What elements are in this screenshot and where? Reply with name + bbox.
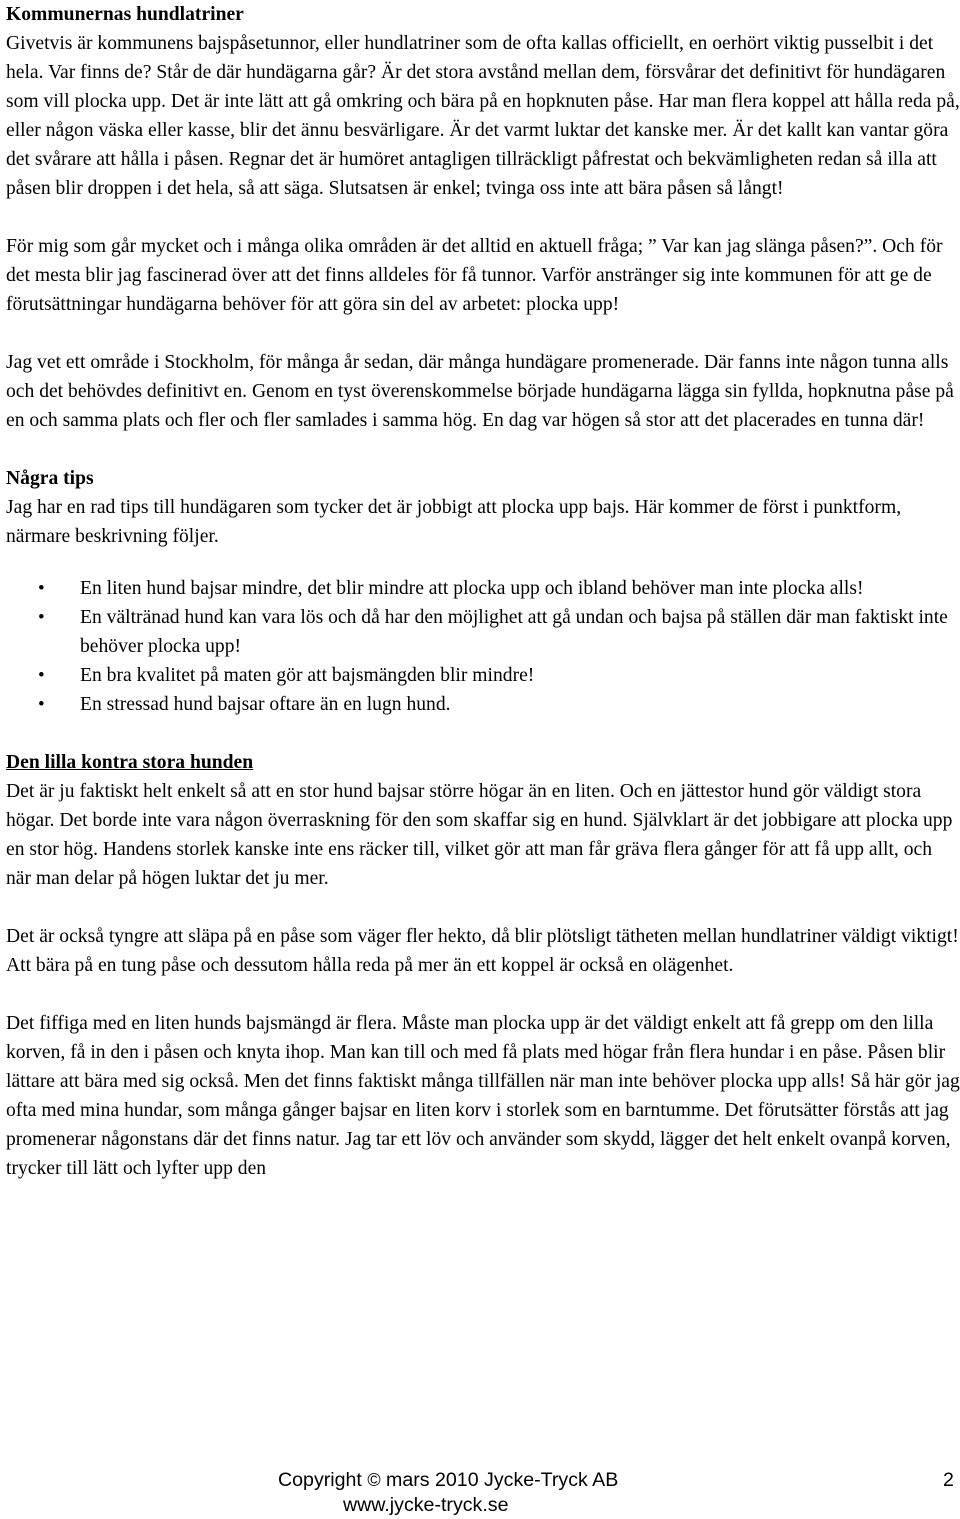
bullet-icon: • [38,665,45,686]
paragraph-tips-intro: Jag har en rad tips till hundägaren som tycker det är jobbigt att plocka upp bajs. Här kommer de först i punktform, närmare beskrivning följer. [6,497,902,547]
list-item-text: En vältränad hund kan vara lös och då har den möjlighet att gå undan och bajsa på ställen där man faktiskt inte behöver plocka upp! [80,607,948,657]
bullet-icon: • [38,578,45,599]
bullet-icon: • [38,607,45,628]
spacer [6,719,960,748]
list-item [6,603,960,661]
document-body [6,0,960,1183]
paragraph-stockholm: Jag vet ett område i Stockholm, för många år sedan, där många hundägare promenerade. Där fanns inte någon tunna alls och det behövdes definitivt en. Genom en tyst överenskommelse började hundägarna lägga sin fyllda, hopknutna påse på en och samma plats och fler och fler samlades i samma hög. En dag var högen så stor att det placerades en tunna där! [6,352,954,431]
section-heading-hundlatriner: Kommunernas hundlatriner [6,4,244,25]
copyright-icon: © [367,1470,381,1490]
copyright-text: mars 2010 Jycke-Tryck AB [386,1469,619,1491]
list-item-text: En bra kvalitet på maten gör att bajsmängden blir mindre! [80,665,535,686]
list-item-text: En liten hund bajsar mindre, det blir mindre att plocka upp och ibland behöver man inte plocka alls! [80,578,864,599]
footer-copyright [278,1467,618,1493]
paragraph-tyngre-pase: Det är också tyngre att släpa på en påse som väger fler hekto, då blir plötsligt tätheten mellan hundlatriner väldigt viktigt! Att bära på en tung påse och dessutom hålla reda på mer än ett koppel är också en olägenhet. [6,926,959,976]
paragraph-stor-hund: Det är ju faktiskt helt enkelt så att en stor hund bajsar större högar än en liten. Och en jättestor hund gör väldigt stora högar. Det borde inte vara någon överraskning för den som skaffar sig en hund. Självklart är det jobbigare att plocka upp en stor hög. Handens storlek kanske inte ens räcker till, vilket gör att man får gräva flera gånger för att få upp allt, och när man delar på högen luktar det ju mer. [6,781,953,889]
spacer [6,551,960,574]
list-item [6,574,960,603]
spacer [6,893,960,922]
copyright-word: Copyright [278,1469,362,1491]
section-heading-lilla-kontra-stora: Den lilla kontra stora hunden [6,752,254,773]
section-heading-nagra-tips: Några tips [6,468,94,489]
paragraph-liten-hund: Det fiffiga med en liten hunds bajsmängd är flera. Måste man plocka upp är det väldigt enkelt att få grepp om den lilla korven, få in den i påsen och knyta ihop. Man kan till och med få plats med högar från flera hundar i en påse. Påsen blir lättare att bära med sig också. Men det finns faktiskt många tillfällen när man inte behöver plocka upp alls! Så här gör jag ofta med mina hundar, som många gånger bajsar en liten korv i storlek som en barntumme. Det förutsätter förstås att jag promenerar någonstans där det finns natur. Jag tar ett löv och använder som skydd, lägger det helt enkelt ovanpå korven, trycker till lätt och lyfter upp den [6,1013,960,1179]
list-item-text: En stressad hund bajsar oftare än en lugn hund. [80,694,451,715]
tips-list [6,574,960,719]
spacer [6,435,960,464]
footer-url: www.jycke-tryck.se [343,1494,509,1516]
spacer [6,980,960,1009]
list-item [6,690,960,719]
spacer [6,203,960,232]
paragraph-hundlatriner: Givetvis är kommunens bajspåsetunnor, eller hundlatriner som de ofta kallas officiellt, en oerhört viktig pusselbit i det hela. Var finns de? Står de där hundägarna går? Är det stora avstånd mellan dem, försvårar det definitivt för hundägaren som vill plocka upp. Det är inte lätt att gå omkring och bära på en hopknuten påse. Har man flera koppel att hålla reda på, eller någon väska eller kasse, blir det ännu besvärligare. Är det varmt luktar det kanske mer. Är det kallt kan vantar göra det svårare att hålla i påsen. Regnar det är humöret antagligen tillräckligt påfrestat och bekvämligheten redan så illa att påsen blir droppen i det hela, så att säga. Slutsatsen är enkel; tvinga oss inte att bära påsen så långt! [6,33,960,199]
page-number: 2 [943,1469,954,1491]
list-item [6,661,960,690]
bullet-icon: • [38,694,45,715]
spacer [6,319,960,348]
paragraph-var-kan-jag-slanga: För mig som går mycket och i många olika områden är det alltid en aktuell fråga; ” Var kan jag slänga påsen?”. Och för det mesta blir jag fascinerad över att det finns alldeles för få tunnor. Varför anstränger sig inte kommunen för att ge de förutsättningar hundägarna behöver för att göra sin del av arbetet: plocka upp! [6,236,943,315]
